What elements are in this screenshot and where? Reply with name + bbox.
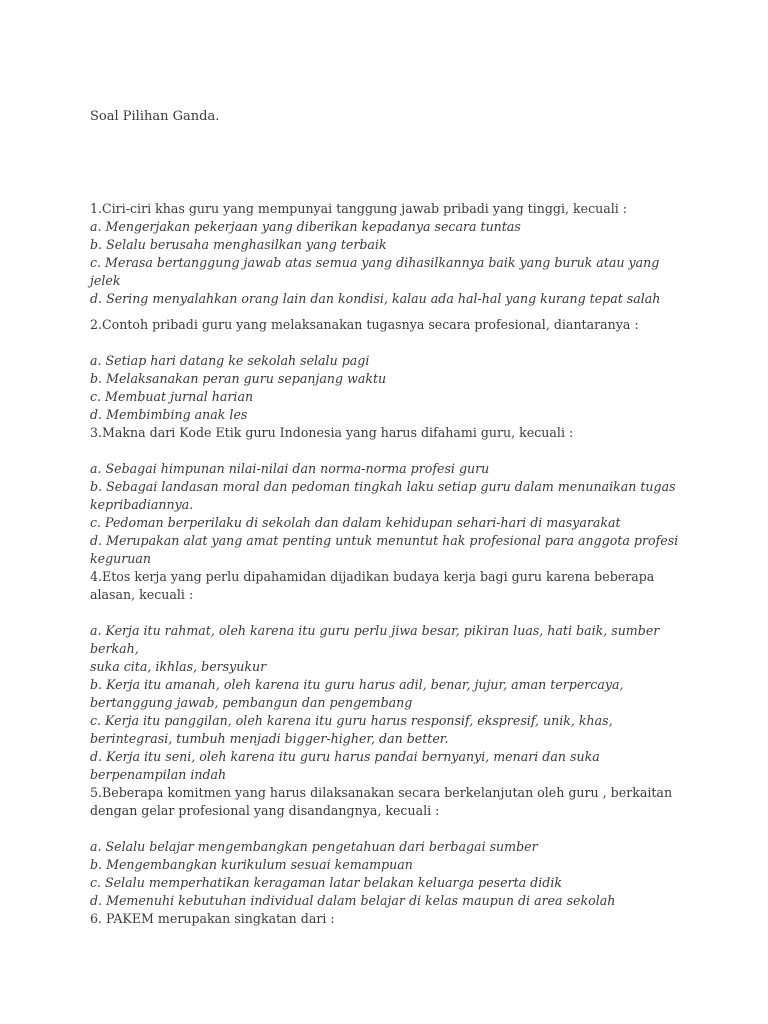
question-1-option-b: b. Selalu berusaha menghasilkan yang terbaik — [90, 237, 387, 252]
question-2-option-a: a. Setiap hari datang ke sekolah selalu pagi — [90, 353, 370, 368]
question-1-option-a: a. Mengerjakan pekerjaan yang diberikan kepadanya secara tuntas — [90, 219, 521, 234]
question-3-option-d: d. Merupakan alat yang amat penting untuk menuntut hak profesional para anggota profesi keguruan — [90, 533, 679, 566]
question-2: 2.Contoh pribadi guru yang melaksanakan tugasnya secara profesional, diantaranya : — [90, 317, 639, 332]
question-4-option-c: c. Kerja itu panggilan, oleh karena itu guru harus responsif, ekspresif, unik, khas, berintegrasi, tumbuh menjadi bigger-higher, dan better. — [90, 713, 613, 746]
question-5: 5.Beberapa komitmen yang harus dilaksanakan secara berkelanjutan oleh guru , berkaitan dengan gelar profesional yang disandangnya, kecuali : — [90, 785, 673, 818]
question-1-option-d: d. Sering menyalahkan orang lain dan kondisi, kalau ada hal-hal yang kurang tepat salah — [90, 291, 661, 306]
question-5-option-a: a. Selalu belajar mengembangkan pengetahuan dari berbagai sumber — [90, 839, 538, 854]
question-4-option-b: b. Kerja itu amanah, oleh karena itu guru harus adil, benar, jujur, aman terpercaya, bertanggung jawab, pembangun dan pengembang — [90, 677, 624, 710]
question-5-option-d: d. Memenuhi kebutuhan individual dalam belajar di kelas maupun di area sekolah — [90, 893, 616, 908]
question-6: 6. PAKEM merupakan singkatan dari : — [90, 911, 335, 926]
question-list — [90, 200, 680, 928]
question-2-option-b: b. Melaksanakan peran guru sepanjang waktu — [90, 371, 387, 386]
question-5-option-c: c. Selalu memperhatikan keragaman latar belakan keluarga peserta didik — [90, 875, 562, 890]
question-4-option-d: d. Kerja itu seni, oleh karena itu guru harus pandai bernyanyi, menari dan suka berpenampilan indah — [90, 749, 600, 782]
question-2-option-c: c. Membuat jurnal harian — [90, 389, 254, 404]
question-3-option-c: c. Pedoman berperilaku di sekolah dan dalam kehidupan sehari-hari di masyarakat — [90, 515, 621, 530]
question-1-option-c: c. Merasa bertanggung jawab atas semua yang dihasilkannya baik yang buruk atau yang jelek — [90, 255, 660, 288]
question-4-option-a-continued: suka cita, ikhlas, bersyukur — [90, 659, 267, 674]
question-2-option-d: d. Membimbing anak les — [90, 407, 248, 422]
question-3-option-b: b. Sebagai landasan moral dan pedoman tingkah laku setiap guru dalam menunaikan tugas kepribadiannya. — [90, 479, 676, 512]
question-4-option-a: a. Kerja itu rahmat, oleh karena itu guru perlu jiwa besar, pikiran luas, hati baik, sumber berkah, — [90, 623, 660, 656]
question-3-option-a: a. Sebagai himpunan nilai-nilai dan norma-norma profesi guru — [90, 461, 490, 476]
question-5-option-b: b. Mengembangkan kurikulum sesuai kemampuan — [90, 857, 413, 872]
page-title: Soal Pilihan Ganda. — [90, 109, 220, 124]
question-4: 4.Etos kerja yang perlu dipahamidan dijadikan budaya kerja bagi guru karena beberapa alasan, kecuali : — [90, 569, 655, 602]
question-1: 1.Ciri-ciri khas guru yang mempunyai tanggung jawab pribadi yang tinggi, kecuali : — [90, 201, 628, 216]
question-3: 3.Makna dari Kode Etik guru Indonesia yang harus difahami guru, kecuali : — [90, 425, 574, 440]
